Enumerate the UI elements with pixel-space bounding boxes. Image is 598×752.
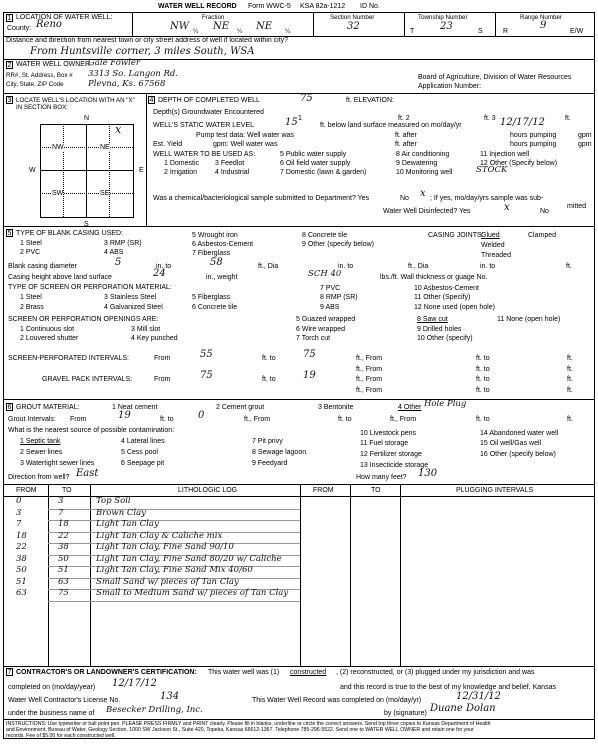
section-1-number: 1 xyxy=(7,15,12,22)
log-rule xyxy=(48,509,300,510)
range-label: Range Number xyxy=(520,14,562,21)
log-to: 3 xyxy=(58,496,64,506)
fraction-1: NW xyxy=(170,21,190,32)
log-description: Light Tan Clay xyxy=(96,519,159,529)
grout-to: 0 xyxy=(198,410,205,421)
s3-label: LOCATE WELL'S LOCATION WITH AN "X" IN SECTION BOX: xyxy=(16,97,135,111)
location-mark: x xyxy=(115,123,122,136)
grout-other-value: Hole Plug xyxy=(424,399,467,409)
license-number: 134 xyxy=(160,691,180,702)
instructions-line-1: INSTRUCTIONS: Use typewriter or ball point pen. PLEASE PRESS FIRMLY and PRINT clearly. Please fill in blanks, underline or circle the correct answers. Send top three copies to Kansas Department of Health xyxy=(6,721,491,727)
s1-label: LOCATION OF WATER WELL: xyxy=(16,14,113,21)
casing-diameter: 5 xyxy=(115,257,122,268)
form-number: Form WWC-5 xyxy=(248,3,291,10)
log-to: 22 xyxy=(58,530,69,541)
fraction-label: Fraction xyxy=(202,14,225,21)
casing-height: 24 xyxy=(153,268,166,279)
log-to: 7 xyxy=(58,507,64,518)
application-label: Application Number: xyxy=(418,83,482,90)
fraction-3: NE xyxy=(256,21,273,32)
section-grid[interactable] xyxy=(40,124,134,218)
log-to: 18 xyxy=(58,519,69,529)
record-date: 12/31/12 xyxy=(456,691,501,702)
log-to: 50 xyxy=(58,553,69,564)
log-from: 50 xyxy=(16,565,27,575)
log-from: 38 xyxy=(16,553,27,564)
log-from: 0 xyxy=(16,496,22,506)
casing-weight: SCH 40 xyxy=(308,269,342,279)
feet-value: 130 xyxy=(418,468,438,479)
other-use-value: STOCK xyxy=(476,165,508,175)
gravel-to: 19 xyxy=(303,370,316,381)
board-label: Board of Agriculture, Division of Water Resources xyxy=(418,74,572,81)
form-title: WATER WELL RECORD xyxy=(158,3,237,10)
chem-sample-mark: x xyxy=(420,188,426,199)
city-value: Plevna, Ks. 67568 xyxy=(88,79,166,89)
log-description: Light Tan Clay, Fine Sand 90/10 xyxy=(96,542,234,552)
perforated-from: 55 xyxy=(200,349,213,360)
instructions-line-2: and Environment, Bureau of Water, Geology Section, 1000 SW Jackson St., Suite 420, Topeka, Kansas 66612-1367. Telephone 785-296-5522. Send one to WATER WELL OWNER and retain one for your xyxy=(6,727,474,733)
log-description: Light Tan Clay & Caliche mix xyxy=(96,530,223,541)
log-description: Small Sand w/ pieces of Tan Clay xyxy=(96,576,239,587)
county-value: Reno xyxy=(36,19,62,30)
log-description: Top Soil xyxy=(96,496,131,506)
address-label: RR#, St. Address, Box # xyxy=(6,72,73,79)
signature: Duane Dolan xyxy=(430,703,496,714)
log-from: 7 xyxy=(16,519,22,529)
depth-label: DEPTH OF COMPLETED WELL xyxy=(158,97,260,104)
ksa-ref: KSA 82a-1212 xyxy=(300,3,346,10)
disinfected-mark: x xyxy=(504,202,510,213)
log-to: 51 xyxy=(58,565,69,575)
instructions-line-3: records. Fee of $5.00 for each constructed well. xyxy=(6,733,116,739)
direction-value: East xyxy=(76,468,99,479)
static-level-value: 15 xyxy=(285,117,298,128)
city-label: City, State, ZIP Code xyxy=(6,81,64,88)
business-name: Besecker Drilling, Inc. xyxy=(106,705,203,715)
perforated-to: 75 xyxy=(303,349,316,360)
fraction-2: NE xyxy=(213,21,230,32)
log-to: 75 xyxy=(58,588,69,598)
owner-value: Gale Fowler xyxy=(88,58,140,68)
log-to: 38 xyxy=(58,542,69,552)
address-value: 3313 So. Langon Rd. xyxy=(88,69,178,79)
log-from: 51 xyxy=(16,576,27,587)
well-record-page: WATER WELL RECORD Form WWC-5 KSA 82a-1212 ID No. 1 LOCATION OF WATER WELL: County: Reno Fraction NW ¼ NE ¼ NE ¼ Section Number 32 Township Number T 23 S Range Number R 9 E/W Distance and direction from nearest town or city street address of well if located within city? From Huntsville corner, 3 miles South, WSA 2 WATER WELL OWNER: Gale Fowler RR#, St. Address, Box # 3313 So. Langon Rd. City, State, ZIP Code Plevna, Ks. 67568 Board of Agriculture, Division of Water Resources Application Number: 3 LOCATE WELL'S LOCATION WITH AN "X" IN SECTION BOX: N S W E NW NE SW SE x 4 DEPTH OF COMPLETED WELL 75 ft. ELEVATION: Depth(s) Groundwater Encountered 1 ft. 2 ft. 3 ft. WELL'S STATIC WATER LEVEL 15 ft. below land surface measured on mo/day/yr 12/17/12 Pump test data: Well water was ft. after hours pumping gpm Est. Yield gpm: Well water was ft. after hours pumping gpm WELL WATER TO BE USED AS: 1 Domestic 3 Feedlot 5 Public water supply 8 Air conditioning 11 Injection well 2 Irrigation 4 Industrial 6 Oil field water supply 9 Dewatering 12 Other (Specify below) 7 Domestic (lawn & garden) 10 Monitoring well STOCK Was a chemical/bacteriological sample submitted to Department? Yes No x ; If yes, mo/day/yrs sample was sub- mitted Water Well Disinfected? Yes x No 5 TYPE OF BLANK CASING USED: 1 Steel 3 RMP (SR) 5 Wrought iron 8 Concrete tile 2 PVC 4 ABS 6 Asbestos-Cement 9 Other (specify below) 7 Fiberglass CASING JOINTS: Glued Clamped Welded Threaded Blank casing diameter 5 in. to 58 ft., Dia in. to ft., Dia in. to ft. Casing height above land surface 24 in., weight SCH 40 lbs./ft. Wall thickness or guage No. TYPE OF SCREEN OR PERFORATION MATERIAL: 1 Steel 3 Stainless Steel 5 Fiberglass 7 PVC 10 Asbestos-Cement 2 Brass 4 Galvanized Steel 6 Concrete tile 8 RMP (SR) 11 Other (Specify) 9 ABS 12 None used (open hole) SCREEN OR PERFORATION OPENINGS ARE: 5 Guazed wrapped 8 Saw cut 11 None (open hole) 1 Continuous slot 3 Mill slot 6 Wire wrapped 9 Drilled holes 2 Louvered shutter 4 Key punched 7 Torch cut 10 Other (specify) SCREEN-PERFORATED INTERVALS: From 55 ft. to 75 ft., From ft. to ft. ft., From ft. to ft. GRAVEL PACK INTERVALS: From 75 ft. to 19 ft., From ft. to ft. ft., From ft. to ft. 6 GROUT MATERIAL: 1 Neat cement 2 Cement grout 3 Bentonite 4 Other Hole Plug Grout Intervals: From 19 ft. to 0 ft., From ft. to ft., From ft. to ft. What is the nearest source of possible contamination: 1 Septic tank 4 Lateral lines 7 Pit privy 10 Livestock pens 14 Abandoned water well 2 Sewer lines 5 Cess pool 8 Sewage lagoon 11 Fuel storage 15 Oil well/Gas well 3 Watertight sewer lines 6 Seepage pit 9 Feedyard 12 Fertilizer storage 16 Other (specify below) 13 Insecticide storage Direction from well? East How many feet? 130 FROM TO LITHOLOGIC LOG FROM TO PLUGGING INTERVALS 0 3 Top Soil 3 7 Brown Clay 7 18 Light Tan Clay 18 22 Light Tan Clay & Caliche mix 22 38 Light Tan Clay, Fine Sand 90/10 38 50 Light Tan Clay, Fine Sand 80/20 w/ Caliche 50 51 Light Tan Clay, Fine Sand Mix 40/60 51 63 Small Sand w/ pieces of Tan Clay 63 75 Small to Medium Sand w/ pieces of Tan Clay 7 CONTRACTOR'S OR LANDOWNER'S CERTIFICATION: This water well was (1) constructed , (2) reconstructed, or (3) plugged under my jurisdiction and was completed on (mo/day/year) 12/17/12 and this record is true to the best of my knowledge and belief. Kansas Water Well Contractor's License No. 134 This Water Well Record was completed on (mo/day/yr) 12/31/12 under the business name of Besecker Drilling, Inc. by (signature) Duane Dolan INSTRUCTIONS: Use typewriter or ball point pen. PLEASE PRESS FIRMLY and PRINT clearly. Please fill in blanks, underline or circle the correct answers. Send top three copies to Kansas Department of Health and Environment, Bureau of Water, Geology Section, 1000 SW Jackson St., Suite 420, Topeka, Kansas 66612-1367. Telephone 785-296-5522. Send one to WATER WELL OWNER and retain one for your records. Fee of $5.00 for each constructed well. xyxy=(0,0,598,752)
log-rule xyxy=(48,601,300,602)
completion-date: 12/17/12 xyxy=(112,678,157,689)
s6-label: GROUT MATERIAL: xyxy=(16,404,80,411)
township-value: 23 xyxy=(440,21,453,32)
static-date: 12/17/12 xyxy=(500,117,545,128)
s2-label: WATER WELL OWNER: xyxy=(16,61,92,68)
casing-depth: 58 xyxy=(210,257,223,268)
log-description: Light Tan Clay, Fine Sand Mix 40/60 xyxy=(96,565,253,575)
grout-from: 19 xyxy=(118,410,131,421)
log-description: Small to Medium Sand w/ pieces of Tan Clay xyxy=(96,588,289,598)
log-description: Light Tan Clay, Fine Sand 80/20 w/ Caliche xyxy=(96,553,282,564)
log-description: Brown Clay xyxy=(96,507,146,518)
log-rule xyxy=(48,520,300,521)
s5-label: TYPE OF BLANK CASING USED: xyxy=(16,230,123,237)
s7-label: CONTRACTOR'S OR LANDOWNER'S CERTIFICATION: xyxy=(16,669,197,676)
gravel-from: 75 xyxy=(200,370,213,381)
log-from: 18 xyxy=(16,530,27,541)
township-label: Township Number xyxy=(418,14,468,21)
county-label: County: xyxy=(7,25,32,32)
section-number: 32 xyxy=(347,21,360,32)
section-number-label: Section Number xyxy=(330,14,375,21)
log-from: 22 xyxy=(16,542,27,552)
depth-value: 75 xyxy=(300,93,313,104)
log-from: 63 xyxy=(16,588,27,598)
id-number-label: ID No. xyxy=(360,3,380,10)
distance-label: Distance and direction from nearest town or city street address of well if located within city? xyxy=(6,37,289,44)
static-level-label: WELL'S STATIC WATER LEVEL xyxy=(153,122,255,129)
log-from: 3 xyxy=(16,507,22,518)
range-value: 9 xyxy=(540,20,547,31)
distance-value: From Huntsville corner, 3 miles South, WSA xyxy=(30,46,255,57)
log-to: 63 xyxy=(58,576,69,587)
